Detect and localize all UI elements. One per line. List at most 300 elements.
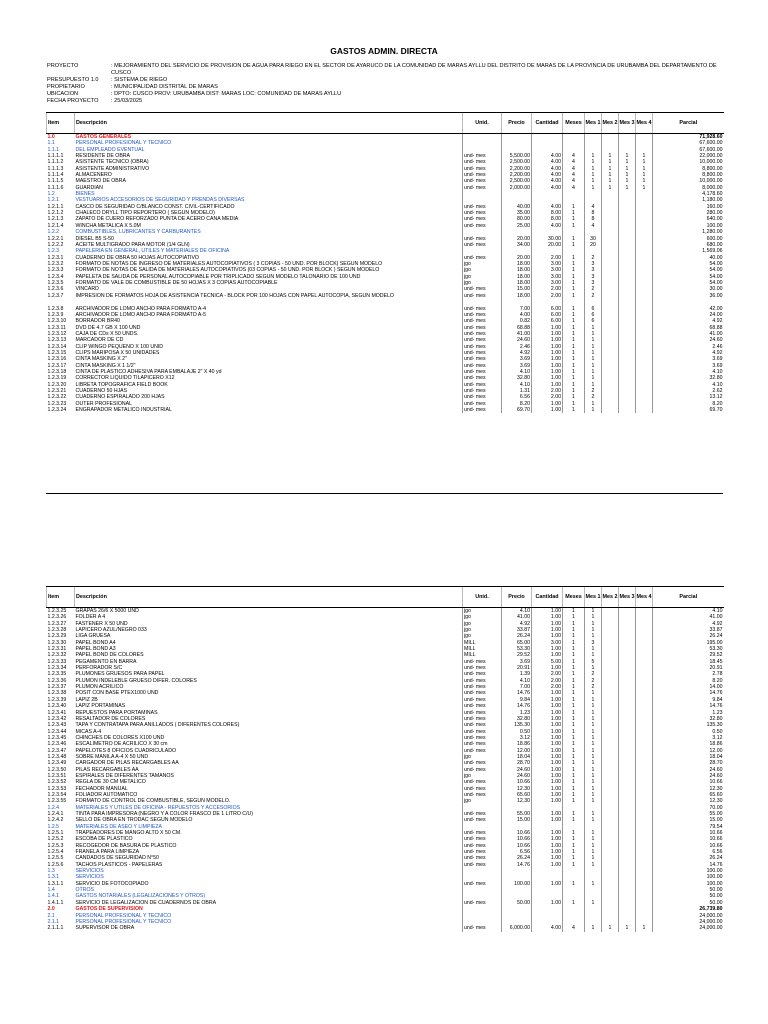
table-cell: TINTA PARA IMPRESORA (NEGRO Y A COLOR FRASCO DE 1 LITRO C/U) — [75, 811, 253, 817]
table-cell: ASISTENTE ADMINISTRATIVO — [75, 165, 150, 172]
table-cell: 4.00 — [532, 204, 563, 210]
table-cell: 1.00 — [532, 363, 563, 369]
table-cell: 24.60 — [502, 337, 532, 343]
table-cell: COMBUSTIBLES, LUBRICANTES Y CARBURANTES — [75, 229, 201, 236]
table-cell: 3.00 — [532, 267, 563, 273]
table-cell: IMPRESION DE FORMATOS HOJA DE ASISTENCIA TECNICA - BLOCK POR 100 HOJAS CON PAPEL AUTOCOPIA, SEGUN MODELO — [75, 292, 394, 299]
table-cell: 1.2.3.10 — [47, 318, 67, 325]
table-cell: SELLO DE OBRA EN TRODAC SEGUN MODELO — [75, 817, 193, 824]
table-cell: 65.60 — [653, 792, 724, 798]
table-cell: 2.00 — [532, 293, 563, 306]
table-cell: 13.12 — [653, 394, 724, 400]
table-cell: und- mes — [463, 394, 502, 400]
table-cell: 1.2.1.3 — [47, 216, 64, 223]
table-cell: 1.00 — [532, 862, 563, 868]
table-cell: PERSONAL PROFESIONAL Y TECNICO — [75, 140, 172, 147]
table-cell: OUTER PROFESIONAL — [75, 400, 132, 407]
table-cell: 1.2.5 — [47, 823, 60, 830]
table-cell: 1.2.3.52 — [47, 779, 67, 786]
table-cell: und- mes — [463, 236, 502, 242]
table-cell: 30.00 — [532, 236, 563, 242]
table-cell: 20.91 — [653, 665, 724, 671]
table-cell: CHALECO DRYLL TIPO REPORTERO ( SEGÚN MODELO) — [75, 210, 215, 217]
table-cell: 3.69 — [653, 363, 724, 369]
table-cell: 4.10 — [653, 382, 724, 388]
table-cell: 4.10 — [653, 608, 724, 615]
table-cell: 1 — [585, 697, 602, 703]
table-cell: 1 — [563, 344, 585, 350]
table-cell: 3.12 — [502, 735, 532, 741]
table-cell: 2.00 — [532, 388, 563, 394]
table-cell: 2.00 — [532, 394, 563, 400]
table-cell: 10.66 — [502, 779, 532, 785]
table-cell: 1.00 — [532, 767, 563, 773]
table-cell: 3 — [585, 640, 602, 646]
table-cell: 1 — [563, 627, 585, 633]
table-cell: ASISTENTE TECNICO (OBRA) — [75, 159, 149, 166]
table-cell: 41.00 — [653, 331, 724, 337]
table-cell: 2 — [585, 293, 602, 306]
table-cell: 1 — [563, 293, 585, 306]
table-cell: und- mes — [463, 665, 502, 671]
table-cell: 1.00 — [532, 690, 563, 696]
page-title: GASTOS ADMIN. DIRECTA — [330, 46, 438, 56]
table-cell: 1 — [585, 855, 602, 861]
table-cell: RESIDENTE DE OBRA — [75, 153, 130, 160]
table-cell: und- mes — [463, 350, 502, 356]
table-cell: 20.00 — [502, 255, 532, 261]
table-cell: 7.00 — [502, 306, 532, 312]
table-cell: 24,000.00 — [653, 913, 724, 919]
table-cell: 24.60 — [502, 773, 532, 779]
column-header: Parcial — [653, 587, 724, 608]
table-cell: 1.2.3.48 — [47, 753, 67, 760]
table-cell: 4.10 — [653, 369, 724, 375]
project-info-value: : SISTEMA DE RIEGO — [111, 76, 168, 83]
table-cell: CORRECTOR LIQUIDO TILAPICERO X12 — [75, 375, 175, 382]
column-header: Item — [47, 587, 75, 608]
table-cell: 3 — [585, 261, 602, 267]
table-cell — [619, 293, 636, 306]
table-cell: jgo — [463, 798, 502, 804]
table-cell: 2 — [585, 671, 602, 677]
table-cell: und- mes — [463, 779, 502, 785]
table-cell: 4.10 — [502, 369, 532, 375]
table-cell: und- mes — [463, 684, 502, 690]
table-cell: 30 — [585, 236, 602, 242]
table-cell: 1.2.5.5 — [47, 855, 64, 862]
table-row — [47, 925, 724, 931]
table-cell: 1 — [602, 178, 619, 184]
table-cell — [602, 407, 619, 413]
table-cell: 12.00 — [502, 748, 532, 754]
table-cell: CHINCHES DE COLORES X100 UND — [75, 734, 165, 741]
table-cell: 1.2.3.14 — [47, 343, 67, 350]
table-cell: 1 — [563, 646, 585, 652]
table-cell: 1 — [585, 748, 602, 754]
table-cell: 2.00 — [532, 678, 563, 684]
table-cell: PLUMONES GRUESOS PARA PAPEL — [75, 671, 165, 678]
table-cell — [602, 608, 619, 615]
table-cell: 10.66 — [502, 836, 532, 842]
table-cell: 69.70 — [502, 407, 532, 413]
table-cell: 65.00 — [502, 640, 532, 646]
table-cell: 10.66 — [653, 843, 724, 849]
table-cell: 1.2.3.30 — [47, 639, 67, 646]
table-cell: 1.2.3.37 — [47, 684, 67, 691]
table-cell: 1.00 — [532, 716, 563, 722]
table-cell: 4.00 — [532, 159, 563, 165]
table-cell: ESCALIMETRO DE ACRILICO X 30 cm — [75, 741, 168, 748]
table-cell: 1 — [585, 830, 602, 836]
table-cell: 1.2.3.47 — [47, 747, 67, 754]
table-cell: 1 — [585, 754, 602, 760]
table-cell: 3.69 — [502, 356, 532, 362]
table-cell: 4 — [563, 166, 585, 172]
table-cell: 1.2.3.40 — [47, 703, 67, 710]
table-cell: LAPIZ PORTAMINAS — [75, 703, 126, 710]
column-header: Mes 3 — [619, 587, 636, 608]
table-cell: 1.2.5.3 — [47, 842, 64, 849]
table-cell: 40.00 — [653, 255, 724, 261]
table-cell: 1.2.3.55 — [47, 798, 67, 805]
table-cell — [636, 134, 653, 141]
table-cell: 1.1.1.3 — [47, 165, 64, 172]
table-row — [47, 407, 724, 413]
project-info-key: UBICACION — [47, 90, 79, 97]
project-info-row — [47, 63, 727, 77]
table-cell: 1.00 — [532, 710, 563, 716]
table-cell: 32.80 — [502, 716, 532, 722]
table-cell: 1 — [563, 633, 585, 639]
table-cell: 2.1.1.1 — [47, 925, 64, 932]
table-cell: 4.00 — [532, 172, 563, 178]
table-cell: 1 — [563, 216, 585, 222]
table-cell: 1 — [563, 382, 585, 388]
table-cell: 3.69 — [502, 659, 532, 665]
table-cell: 1.00 — [532, 729, 563, 735]
table-cell: 1 — [563, 678, 585, 684]
table-cell: 12.30 — [502, 786, 532, 792]
table-cell: 1 — [585, 786, 602, 792]
table-cell: 4.92 — [653, 350, 724, 356]
table-cell: 1 — [563, 363, 585, 369]
table-cell: 10,000.00 — [653, 178, 724, 184]
table-cell: 600.00 — [653, 236, 724, 242]
table-cell: 1 — [563, 665, 585, 671]
table-cell: 79.54 — [653, 824, 724, 830]
table-cell: 1 — [585, 849, 602, 855]
table-cell: 1.2.3.9 — [47, 311, 64, 318]
budget-table-page-2 — [46, 586, 724, 932]
table-cell: 18.00 — [502, 267, 532, 273]
table-cell: 1 — [563, 843, 585, 849]
table-cell: 160.00 — [653, 204, 724, 210]
table-cell: 24.60 — [653, 773, 724, 779]
table-cell: 53.30 — [653, 646, 724, 652]
table-cell: und- mes — [463, 843, 502, 849]
table-cell: 1.2.3.5 — [47, 279, 64, 286]
table-cell: CLIPS MARIPOSA X 50 UNIDADES — [75, 350, 160, 356]
table-cell: 1.00 — [532, 614, 563, 620]
table-cell — [636, 407, 653, 413]
table-cell: 1 — [585, 690, 602, 696]
table-cell: 1 — [563, 722, 585, 728]
table-cell — [602, 293, 619, 306]
table-cell: und- mes — [463, 166, 502, 172]
table-cell: und- mes — [463, 312, 502, 318]
table-cell: GASTOS NOTARIALES (LEGALIZACIONES Y OTROS) — [75, 893, 206, 900]
table-cell: 24.00 — [653, 312, 724, 318]
table-cell: 1 — [585, 331, 602, 337]
table-cell: 1.2.3.39 — [47, 696, 67, 703]
table-cell: 1 — [636, 166, 653, 172]
table-cell: 1.2.2.2 — [47, 241, 64, 248]
table-cell: 1.00 — [532, 356, 563, 362]
table-cell: BIENES — [75, 191, 95, 198]
table-cell: 1 — [563, 325, 585, 331]
column-header: Unid. — [463, 587, 502, 608]
table-cell: 1.00 — [532, 652, 563, 658]
table-cell: 12.30 — [653, 786, 724, 792]
table-cell: 1 — [563, 710, 585, 716]
table-cell: und- mes — [463, 786, 502, 792]
table-cell: und- mes — [463, 748, 502, 754]
table-cell: 1.2.3.36 — [47, 677, 67, 684]
table-cell: 4.92 — [653, 318, 724, 324]
table-cell: 1 — [563, 767, 585, 773]
table-cell: und- mes — [463, 242, 502, 248]
table-cell: 1.2.3.51 — [47, 772, 67, 779]
table-cell: 1 — [563, 274, 585, 280]
table-cell: 1.1.1.2 — [47, 159, 64, 166]
table-cell: 1 — [636, 185, 653, 191]
table-cell: 1 — [585, 627, 602, 633]
table-cell: 14.76 — [502, 703, 532, 709]
table-cell: 50.00 — [653, 887, 724, 893]
column-header: Descripción — [75, 113, 463, 134]
table-cell: 1 — [563, 210, 585, 216]
table-cell: 1 — [585, 862, 602, 868]
table-cell: 22,000.00 — [653, 153, 724, 159]
table-cell: 10.66 — [502, 843, 532, 849]
table-cell: 1.2.3.18 — [47, 369, 67, 376]
table-cell: 1 — [585, 356, 602, 362]
table-cell: 6.00 — [532, 306, 563, 312]
table-cell: 1.2.3.1 — [47, 254, 64, 261]
table-cell: und- mes — [463, 792, 502, 798]
table-cell: 1 — [585, 710, 602, 716]
table-cell: 1.2.3.16 — [47, 356, 67, 363]
table-cell: 1.00 — [532, 817, 563, 823]
table-cell: 2.62 — [653, 388, 724, 394]
table-cell: 1 — [585, 773, 602, 779]
table-cell: 1 — [636, 172, 653, 178]
table-cell: 1 — [585, 614, 602, 620]
table-cell: 2.46 — [502, 344, 532, 350]
table-cell: 4.92 — [502, 350, 532, 356]
table-cell: 6 — [585, 318, 602, 324]
table-cell: PAPELETA DE SALIDA DE PERSONAL AUTOCOPIABLE POR TRIPLICADO SEGUN MODELO TALONARIO DE 100 UND — [75, 273, 361, 280]
table-cell: 1 — [563, 337, 585, 343]
column-header: Parcial — [653, 113, 724, 134]
table-cell: 55.00 — [502, 811, 532, 817]
table-cell: 1 — [619, 166, 636, 172]
table-cell: 1 — [563, 729, 585, 735]
table-cell: 1 — [563, 779, 585, 785]
table-cell: 1.2.3.27 — [47, 620, 67, 627]
table-cell: MILL — [463, 640, 502, 646]
table-cell: 2 — [585, 286, 602, 292]
table-cell: 2 — [585, 255, 602, 261]
table-cell: TRAPEADORES DE MANGO ALTO X 50 CM. — [75, 830, 182, 837]
table-cell: 4.00 — [532, 185, 563, 191]
table-cell: 1.2.4.1 — [47, 811, 64, 817]
table-cell: SERVICIO DE LEGALIZACION DE CUADERNOS DE OBRA — [75, 899, 217, 906]
table-cell — [532, 134, 563, 141]
table-cell: 1 — [563, 786, 585, 792]
table-cell: FOLDER A 4 — [75, 614, 106, 621]
table-cell: und- mes — [463, 223, 502, 229]
table-cell: 1 — [602, 925, 619, 931]
table-cell: CAJA DE CDs X 50 UNDS. — [75, 330, 139, 337]
table-cell: 32.80 — [653, 716, 724, 722]
table-cell: 1.31 — [502, 388, 532, 394]
table-cell: 14.76 — [502, 690, 532, 696]
table-cell: 2.00 — [532, 255, 563, 261]
table-cell: 4.10 — [502, 382, 532, 388]
table-cell: 34.00 — [502, 242, 532, 248]
table-cell — [636, 293, 653, 306]
table-cell: 1 — [636, 178, 653, 184]
table-cell: 32.80 — [502, 375, 532, 381]
table-cell: MILL — [463, 646, 502, 652]
table-cell: 2.1.1 — [47, 918, 60, 925]
table-cell: 1.00 — [532, 407, 563, 413]
table-cell: 5.00 — [532, 659, 563, 665]
table-cell: 1 — [619, 172, 636, 178]
table-cell: 280.00 — [653, 210, 724, 216]
table-cell: MAESTRO DE OBRA — [75, 178, 126, 185]
table-cell: 0.50 — [653, 729, 724, 735]
table-cell: jgo — [463, 267, 502, 273]
table-cell: ARCHIVADOR DE LOMO ANCHO PARA FORMATO A-4 — [75, 305, 206, 312]
table-cell: 1 — [585, 401, 602, 407]
table-cell: 1.2.3.7 — [47, 292, 64, 299]
table-cell: 41.00 — [502, 614, 532, 620]
table-cell: und- mes — [463, 671, 502, 677]
table-cell: 28.70 — [502, 760, 532, 766]
table-cell: 1 — [602, 159, 619, 165]
table-cell: 1 — [585, 646, 602, 652]
table-cell: DEL EMPLEADO EVENTUAL — [75, 146, 145, 153]
project-info-key: FECHA PROYECTO — [47, 97, 99, 104]
table-cell: 18.86 — [502, 741, 532, 747]
table-cell: 100.00 — [653, 874, 724, 880]
table-cell: 18.00 — [502, 293, 532, 306]
table-cell: 2.00 — [532, 671, 563, 677]
table-cell: 1.2.4.2 — [47, 817, 64, 824]
table-cell: 1.23 — [502, 710, 532, 716]
table-cell: 1.2.3.8 — [47, 305, 64, 312]
table-cell: CASCO DE SEGURIDAD C/BLANCO CONST. CIVIL-CERTIFICADO — [75, 203, 235, 210]
table-cell: FORMATO DE NOTAS DE INGRESO DE MATERIALES AUTOCOPIATIVOS ( 3 COPIAS - 50 UND. POR BLOCK) SEGUN MODELO — [75, 260, 383, 267]
table-cell: 1.3.1.1 — [47, 880, 64, 887]
table-cell: 29.52 — [502, 652, 532, 658]
table-cell: 35.00 — [502, 210, 532, 216]
column-header: Precio — [502, 113, 532, 134]
table-cell: 1.2.3.21 — [47, 388, 67, 395]
table-cell: 1.2.3.34 — [47, 665, 67, 672]
table-cell: 1 — [585, 735, 602, 741]
table-cell: 1.2.3.42 — [47, 715, 67, 722]
table-cell: 3.69 — [653, 356, 724, 362]
table-cell: REPUESTOS PARA PORTAMINAS — [75, 709, 158, 716]
table-cell: 1.2.3.26 — [47, 614, 67, 621]
table-cell: 4 — [563, 925, 585, 931]
table-cell: 1.4.1 — [47, 893, 60, 900]
table-cell: TAPA Y CONTRATAPA PARA ANILLADOS ( DIFERENTES COLORES) — [75, 722, 240, 729]
table-cell: 1.1.1.1 — [47, 153, 64, 160]
table-cell: 24.60 — [653, 767, 724, 773]
column-header: Meses — [563, 113, 585, 134]
table-cell: 41.00 — [653, 614, 724, 620]
table-cell: 1 — [563, 375, 585, 381]
table-cell: 1 — [602, 185, 619, 191]
table-cell: 26.24 — [653, 633, 724, 639]
table-cell: 1 — [563, 286, 585, 292]
table-cell: 1 — [585, 153, 602, 159]
table-cell: 1.00 — [532, 855, 563, 861]
table-end-rule — [46, 493, 723, 494]
table-cell: 4.10 — [502, 678, 532, 684]
table-cell: und- mes — [463, 356, 502, 362]
table-cell: 54.00 — [653, 280, 724, 286]
table-cell: 4.00 — [502, 312, 532, 318]
table-cell: 1 — [563, 811, 585, 817]
table-cell — [463, 134, 502, 141]
table-cell: 1.2.3.6 — [47, 286, 64, 293]
table-cell: 18.45 — [653, 659, 724, 665]
table-cell: und- mes — [463, 331, 502, 337]
table-cell: FORMATO DE VALE DE COMBUSTIBLE DE 50 HOJAS X 3 COPIAS AUTOCOPIABLE — [75, 279, 278, 286]
table-cell: 68.88 — [653, 325, 724, 331]
table-cell: 1.00 — [532, 779, 563, 785]
column-header: Mes 4 — [636, 587, 653, 608]
table-cell: 1 — [563, 261, 585, 267]
table-cell: 1.2.5.1 — [47, 830, 64, 837]
table-cell: 1 — [563, 690, 585, 696]
table-cell: 1.2.3.49 — [47, 760, 67, 767]
table-cell: PAPEL BOND DE COLORES — [75, 652, 144, 659]
table-cell: 71,928.60 — [653, 134, 724, 141]
table-cell: 1.00 — [532, 646, 563, 652]
table-cell: 1.2.1 — [47, 197, 60, 204]
table-cell: RESALTADOR DE COLORES — [75, 715, 146, 722]
table-cell: 1 — [563, 394, 585, 400]
table-cell: und- mes — [463, 690, 502, 696]
table-cell: 24.60 — [653, 337, 724, 343]
table-cell: 15.00 — [653, 817, 724, 823]
table-cell: 1 — [602, 153, 619, 159]
table-cell: PAPELERIA EN GENERAL, UTILES Y MATERIALES DE OFICINA — [75, 248, 230, 255]
table-cell: 1.2.1.4 — [47, 222, 64, 229]
table-cell: 100.00 — [653, 881, 724, 887]
table-cell: 1.2.3.43 — [47, 722, 67, 729]
table-cell: 42.00 — [653, 306, 724, 312]
table-cell: 15.00 — [502, 286, 532, 292]
project-info-key: PRESUPUESTO 1.0 — [47, 76, 99, 83]
